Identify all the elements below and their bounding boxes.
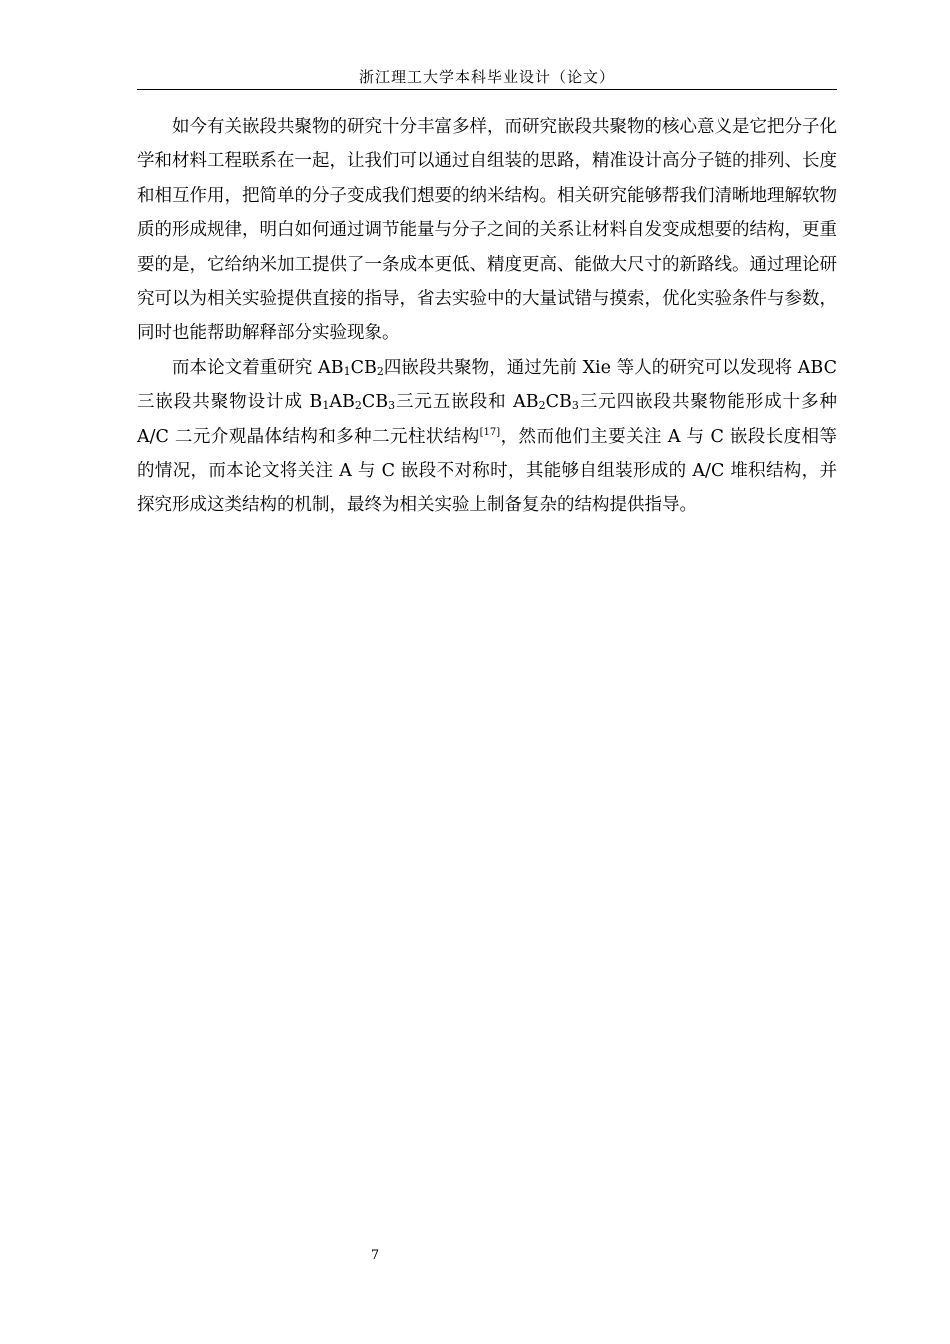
p2-subscript-4: 2: [354, 399, 362, 413]
p2-text-5: CB: [361, 392, 389, 413]
paragraph-1: 如今有关嵌段共聚物的研究十分丰富多样，而研究嵌段共聚物的核心意义是它把分子化学和材料工程联系在一起，让我们可以通过自组装的思路，精准设计高分子链的排列、长度和相互作用，把简单的分子变成我们想要的纳米结构。相关研究能够帮我们清晰地理解软物质的形成规律，明白如何通过调节能量与分子之间的关系让材料自发变成想要的结构，更重要的是，它给纳米加工提供了一条成本更低、精度更高、能做大尺寸的新路线。通过理论研究可以为相关实验提供直接的指导，省去实验中的大量试错与摸索，优化实验条件与参数，同时也能帮助解释部分实验现象。: [137, 117, 837, 344]
p2-text-4: AB: [329, 392, 355, 413]
p2-text-1: 而本论文着重研究 AB: [172, 357, 344, 378]
p2-text-7: CB: [545, 392, 572, 413]
p2-text-6: 三元五嵌段和 AB: [395, 392, 539, 413]
p2-subscript-2: 2: [376, 364, 384, 378]
p2-subscript-3: 1: [322, 399, 330, 413]
p2-subscript-1: 1: [343, 364, 351, 378]
page-header-title: 浙江理工大学本科毕业设计（论文）: [358, 68, 615, 86]
p2-subscript-5: 3: [388, 399, 396, 413]
p2-subscript-7: 3: [571, 399, 579, 413]
p2-text-2: CB: [350, 357, 377, 378]
p2-text-9: ，然而他们主要关注 A 与 C 嵌段长度相等的情况，而本论文将关注 A 与 C 嵌段不对称时，其能够自组装形成的 A/C 堆积结构，并探究形成这类结构的机制，最终为相关实验上制备复杂的结构提供指导。: [137, 426, 837, 516]
p2-text-3: 四嵌段共聚物，通过先前 Xie 等人的研究可以发现将 ABC 三嵌段共聚物设计成 B: [137, 357, 838, 413]
header-divider: [137, 89, 837, 90]
citation-marker[interactable]: [17]: [479, 426, 501, 438]
page-number: 7: [370, 1248, 380, 1263]
p2-subscript-6: 2: [538, 399, 546, 413]
body-text: [137, 110, 837, 523]
paragraph-2: [137, 351, 837, 523]
p2-text-8: 三元四嵌段共聚物能形成十多种 A/C 二元介观晶体结构和多种二元柱状结构: [137, 392, 837, 447]
